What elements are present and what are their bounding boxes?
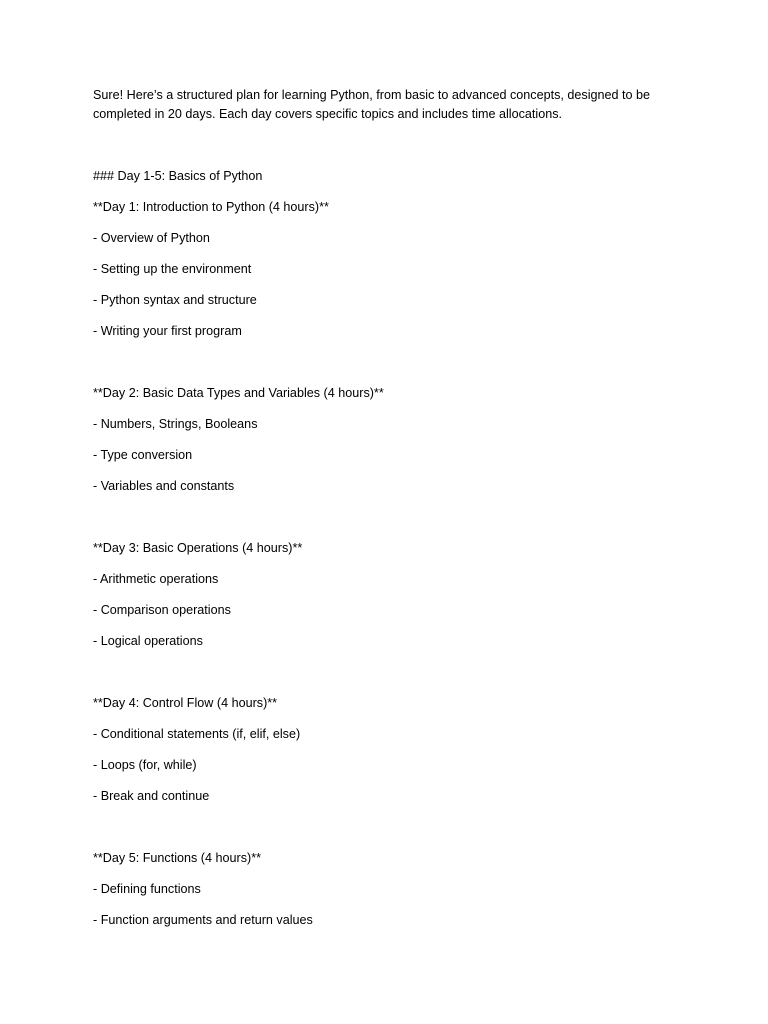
day-title: **Day 4: Control Flow (4 hours)** xyxy=(93,696,278,710)
list-item: - Logical operations xyxy=(93,634,203,648)
section-heading: ### Day 1-5: Basics of Python xyxy=(93,169,263,183)
document-body xyxy=(93,86,683,942)
blank-line xyxy=(93,353,683,372)
list-item: - Python syntax and structure xyxy=(93,293,257,307)
list-item: - Comparison operations xyxy=(93,603,231,617)
day-title: **Day 1: Introduction to Python (4 hours)** xyxy=(93,200,329,214)
day-title: **Day 2: Basic Data Types and Variables (4 hours)** xyxy=(93,386,384,400)
list-item: - Arithmetic operations xyxy=(93,572,219,586)
list-item: - Conditional statements (if, elif, else) xyxy=(93,727,301,741)
day-title: **Day 5: Functions (4 hours)** xyxy=(93,851,261,865)
list-item: - Writing your first program xyxy=(93,324,242,338)
list-item: - Overview of Python xyxy=(93,231,210,245)
list-item: - Function arguments and return values xyxy=(93,913,313,927)
day-title: **Day 3: Basic Operations (4 hours)** xyxy=(93,541,303,555)
list-item: - Type conversion xyxy=(93,448,193,462)
list-item: - Setting up the environment xyxy=(93,262,252,276)
intro-paragraph: Sure! Here’s a structured plan for learning Python, from basic to advanced concepts, designed to be completed in 20 days. Each day covers specific topics and includes time allocations. xyxy=(93,88,651,121)
blank-line xyxy=(93,818,683,837)
list-item: - Defining functions xyxy=(93,882,201,896)
blank-line xyxy=(93,663,683,682)
blank-line xyxy=(93,508,683,527)
list-item: - Loops (for, while) xyxy=(93,758,197,772)
list-item: - Variables and constants xyxy=(93,479,235,493)
list-item: - Numbers, Strings, Booleans xyxy=(93,417,258,431)
list-item: - Break and continue xyxy=(93,789,210,803)
